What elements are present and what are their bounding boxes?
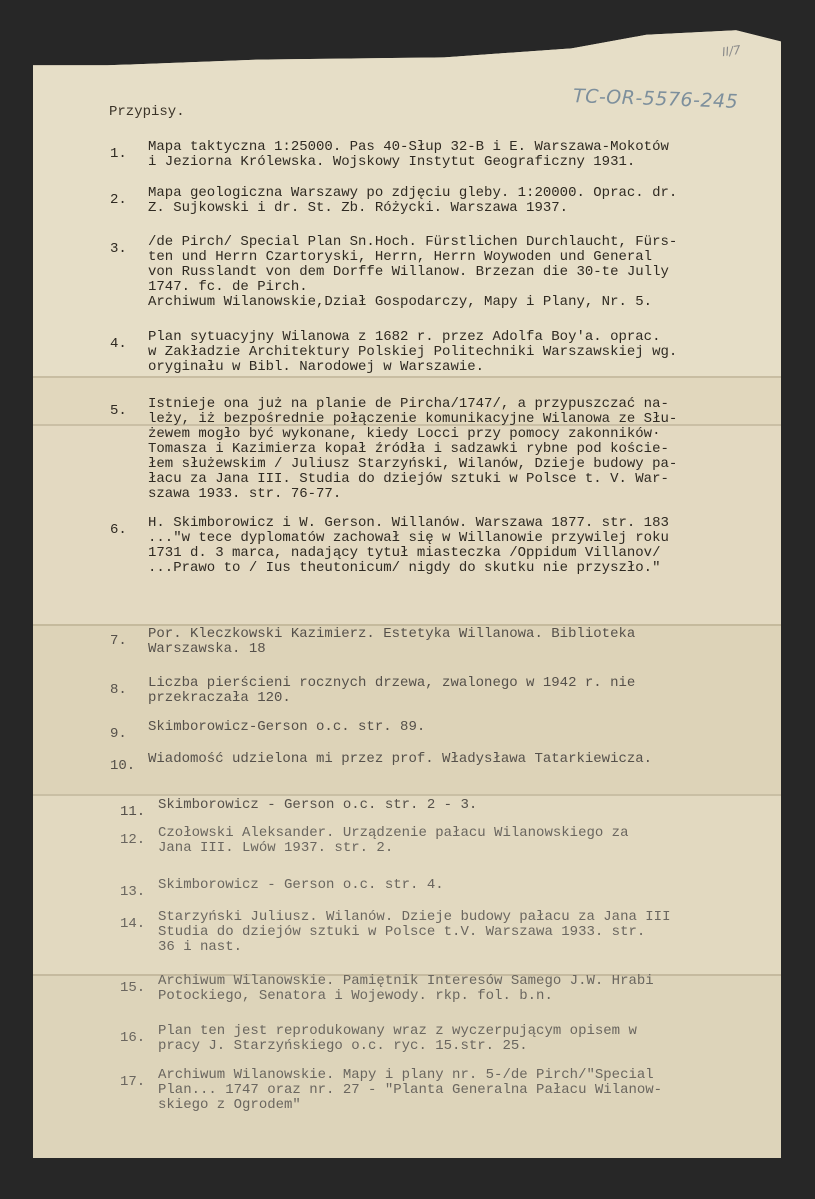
footnote-11 <box>120 798 477 820</box>
footnote-number: 17. <box>120 1074 146 1090</box>
footnote-line: i Jeziorna Królewska. Wojskowy Instytut Geograficzny 1931. <box>148 154 636 170</box>
footnote-line: Plan ten jest reprodukowany wraz z wyczerpującym opisem w <box>158 1023 637 1039</box>
footnote-line: leży, iż bezpośrednie połączenie komunikacyjne Wilanowa ze Słu- <box>148 411 678 427</box>
footnote-4 <box>110 330 677 375</box>
archive-reference-number: TC-OR-5576-245 <box>572 85 739 113</box>
footnote-17 <box>120 1068 662 1113</box>
footnote-5 <box>110 397 677 502</box>
footnote-8 <box>110 676 635 706</box>
footnote-line: Por. Kleczkowski Kazimierz. Estetyka Willanowa. Biblioteka <box>148 626 636 642</box>
footnote-number: 1. <box>110 146 127 162</box>
footnote-10 <box>110 752 652 774</box>
footnote-line: przekraczała 120. <box>148 690 291 706</box>
footnote-number: 14. <box>120 916 146 932</box>
footnote-14 <box>120 910 670 955</box>
footnote-line: pracy J. Starzyńskiego o.c. ryc. 15.str. 25. <box>158 1038 528 1054</box>
paste-seam <box>33 376 781 378</box>
sheet-number: II/7 <box>721 42 742 60</box>
footnote-line: Skimborowicz - Gerson o.c. str. 4. <box>158 877 444 893</box>
footnote-line: Mapa geologiczna Warszawy po zdjęciu gleby. 1:20000. Oprac. dr. <box>148 185 678 201</box>
footnote-line: ...Prawo to / Ius theutonicum/ nigdy do skutku nie przyszło." <box>148 560 661 576</box>
footnote-9 <box>110 720 425 742</box>
footnote-line: Mapa taktyczna 1:25000. Pas 40-Słup 32-B i E. Warszawa-Mokotów <box>148 139 669 155</box>
footnote-line: von Russlandt von dem Dorffe Willanow. Brzezan die 30-te Jully <box>148 264 669 280</box>
footnote-number: 13. <box>120 884 146 900</box>
footnote-number: 5. <box>110 403 127 419</box>
footnote-line: łacu za Jana III. Studia do dziejów sztuki w Polsce t. V. War- <box>148 471 669 487</box>
footnote-line: Tomasza i Kazimierza kopał źródła i sadzawki rybne pod koście- <box>148 441 669 457</box>
footnote-line: Archiwum Wilanowskie. Pamiętnik Interesów Samego J.W. Hrabi <box>158 973 654 989</box>
footnote-number: 12. <box>120 832 146 848</box>
footnote-15 <box>120 974 654 1004</box>
footnote-line: oryginału w Bibl. Narodowej w Warszawie. <box>148 359 485 375</box>
footnote-number: 8. <box>110 682 127 698</box>
footnote-line: 1747. fc. de Pirch. <box>148 279 308 295</box>
footnote-16 <box>120 1024 637 1054</box>
footnote-line: w Zakładzie Architektury Polskiej Politechniki Warszawskiej wg. <box>148 344 678 360</box>
footnote-line: żewem mogło być wykonane, kiedy Locci przy pomocy zakonników· <box>148 426 661 442</box>
footnote-line: Wiadomość udzielona mi przez prof. Władysława Tatarkiewicza. <box>148 751 653 767</box>
footnote-6 <box>110 516 669 576</box>
footnote-line: Potockiego, Senatora i Wojewody. rkp. fol. b.n. <box>158 988 553 1004</box>
footnote-number: 16. <box>120 1030 146 1046</box>
footnote-line: skiego z Ogrodem" <box>158 1097 301 1113</box>
footnote-line: Jana III. Lwów 1937. str. 2. <box>158 840 394 856</box>
footnote-line: Archiwum Wilanowskie,Dział Gospodarczy, Mapy i Plany, Nr. 5. <box>148 294 653 310</box>
footnote-number: 9. <box>110 726 127 742</box>
footnote-line: łem służewskim / Juliusz Starzyński, Wilanów, Dzieje budowy pa- <box>148 456 678 472</box>
footnote-line: Plan... 1747 oraz nr. 27 - "Planta Generalna Pałacu Wilanow- <box>158 1082 663 1098</box>
footnote-line: H. Skimborowicz i W. Gerson. Willanów. Warszawa 1877. str. 183 <box>148 515 669 531</box>
footnote-line: ten und Herrn Czartoryski, Herrn, Herrn Woywoden und General <box>148 249 653 265</box>
footnote-line: ..."w tece dyplomatów zachował się w Willanowie przywilej roku <box>148 530 669 546</box>
footnote-1 <box>110 140 669 170</box>
footnote-number: 3. <box>110 241 127 257</box>
footnote-number: 2. <box>110 192 127 208</box>
footnote-number: 4. <box>110 336 127 352</box>
footnote-12 <box>120 826 628 856</box>
footnote-line: 1731 d. 3 marca, nadający tytuł miasteczka /Oppidum Villanov/ <box>148 545 661 561</box>
footnote-line: 36 i nast. <box>158 939 243 955</box>
footnote-line: Studia do dziejów sztuki w Polsce t.V. Warszawa 1933. str. <box>158 924 646 940</box>
footnote-line: /de Pirch/ Special Plan Sn.Hoch. Fürstlichen Durchlaucht, Fürs- <box>148 234 678 250</box>
footnote-number: 11. <box>120 804 146 820</box>
paste-seam <box>33 794 781 796</box>
footnote-line: szawa 1933. str. 76-77. <box>148 486 342 502</box>
footnote-line: Skimborowicz - Gerson o.c. str. 2 - 3. <box>158 797 478 813</box>
footnote-line: Czołowski Aleksander. Urządzenie pałacu Wilanowskiego za <box>158 825 629 841</box>
footnote-line: Istnieje ona już na planie de Pircha/1747/, a przypuszczać na- <box>148 396 669 412</box>
footnote-line: Plan sytuacyjny Wilanowa z 1682 r. przez Adolfa Boy'a. oprac. <box>148 329 661 345</box>
footnote-number: 7. <box>110 633 127 649</box>
footnote-number: 15. <box>120 980 146 996</box>
footnote-line: Starzyński Juliusz. Wilanów. Dzieje budowy pałacu za Jana III <box>158 909 671 925</box>
footnote-line: Archiwum Wilanowskie. Mapy i plany nr. 5-/de Pirch/"Special <box>158 1067 654 1083</box>
footnote-number: 10. <box>110 758 136 774</box>
footnote-2 <box>110 186 677 216</box>
footnote-3 <box>110 235 677 310</box>
footnote-7 <box>110 627 635 657</box>
footnote-line: Liczba pierścieni rocznych drzewa, zwalonego w 1942 r. nie <box>148 675 636 691</box>
footnote-line: Z. Sujkowski i dr. St. Zb. Różycki. Warszawa 1937. <box>148 200 569 216</box>
footnote-line: Warszawska. 18 <box>148 641 266 657</box>
footnote-line: Skimborowicz-Gerson o.c. str. 89. <box>148 719 426 735</box>
page-heading: Przypisy. <box>109 104 185 120</box>
footnote-13 <box>120 878 444 900</box>
footnote-number: 6. <box>110 522 127 538</box>
